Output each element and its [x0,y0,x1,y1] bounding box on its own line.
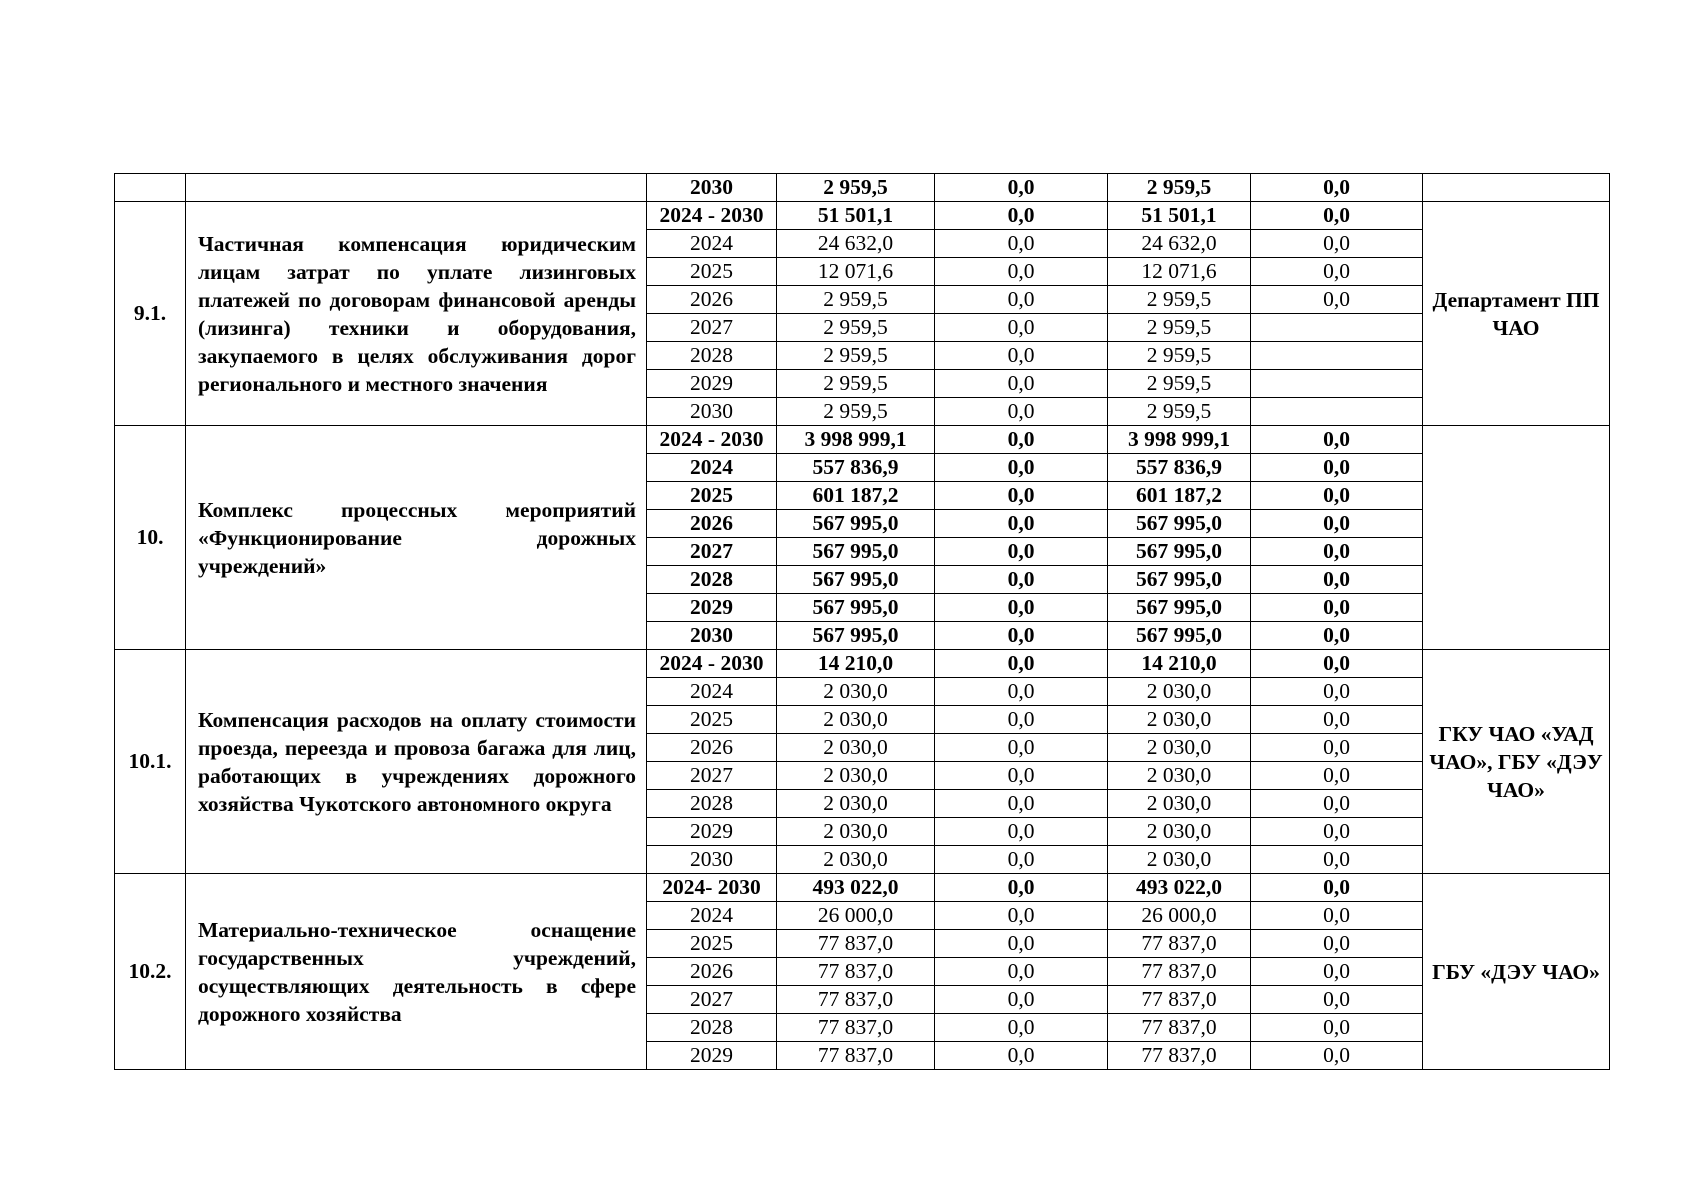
other-sources-cell: 0,0 [1251,790,1423,818]
year-cell: 2025 [647,482,777,510]
responsible-cell: ГКУ ЧАО «УАД ЧАО», ГБУ «ДЭУ ЧАО» [1423,650,1610,874]
regional-budget-cell: 14 210,0 [1108,650,1251,678]
regional-budget-cell: 77 837,0 [1108,1014,1251,1042]
regional-budget-cell: 567 995,0 [1108,510,1251,538]
year-cell: 2028 [647,790,777,818]
responsible-cell: Департамент ПП ЧАО [1423,202,1610,426]
other-sources-cell [1251,398,1423,426]
section-number-cell [115,174,186,202]
total-cell: 77 837,0 [777,1014,935,1042]
federal-budget-cell: 0,0 [935,790,1108,818]
other-sources-cell: 0,0 [1251,202,1423,230]
other-sources-cell [1251,370,1423,398]
regional-budget-cell: 567 995,0 [1108,622,1251,650]
table-row [115,874,1610,902]
regional-budget-cell: 2 030,0 [1108,790,1251,818]
total-cell: 2 959,5 [777,342,935,370]
federal-budget-cell: 0,0 [935,454,1108,482]
regional-budget-cell: 77 837,0 [1108,930,1251,958]
regional-budget-cell: 12 071,6 [1108,258,1251,286]
total-cell: 2 030,0 [777,846,935,874]
year-cell: 2024 [647,902,777,930]
federal-budget-cell: 0,0 [935,706,1108,734]
other-sources-cell [1251,314,1423,342]
year-cell: 2026 [647,734,777,762]
regional-budget-cell: 567 995,0 [1108,566,1251,594]
other-sources-cell: 0,0 [1251,1014,1423,1042]
total-cell: 3 998 999,1 [777,426,935,454]
year-cell: 2028 [647,1014,777,1042]
federal-budget-cell: 0,0 [935,230,1108,258]
regional-budget-cell: 24 632,0 [1108,230,1251,258]
year-cell: 2029 [647,370,777,398]
responsible-cell [1423,426,1610,650]
total-cell: 2 959,5 [777,286,935,314]
total-cell: 2 030,0 [777,734,935,762]
regional-budget-cell: 2 030,0 [1108,706,1251,734]
activity-name-cell [186,174,647,202]
federal-budget-cell: 0,0 [935,930,1108,958]
other-sources-cell: 0,0 [1251,734,1423,762]
section-number-cell: 10.2. [115,874,186,1070]
other-sources-cell: 0,0 [1251,874,1423,902]
other-sources-cell: 0,0 [1251,482,1423,510]
regional-budget-cell: 2 959,5 [1108,370,1251,398]
activity-name-cell: Материально-техническое оснащение государственных учреждений, осуществляющих деятельность в сфере дорожного хозяйства [186,874,647,1070]
total-cell: 2 030,0 [777,706,935,734]
other-sources-cell: 0,0 [1251,426,1423,454]
regional-budget-cell: 557 836,9 [1108,454,1251,482]
year-cell: 2030 [647,174,777,202]
regional-budget-cell: 493 022,0 [1108,874,1251,902]
federal-budget-cell: 0,0 [935,818,1108,846]
federal-budget-cell: 0,0 [935,902,1108,930]
total-cell: 567 995,0 [777,622,935,650]
federal-budget-cell: 0,0 [935,650,1108,678]
table-row [115,202,1610,230]
regional-budget-cell: 2 030,0 [1108,846,1251,874]
year-cell: 2029 [647,1042,777,1070]
year-cell: 2030 [647,846,777,874]
section-number-cell: 10. [115,426,186,650]
total-cell: 493 022,0 [777,874,935,902]
total-cell: 77 837,0 [777,930,935,958]
total-cell: 2 030,0 [777,762,935,790]
federal-budget-cell: 0,0 [935,762,1108,790]
year-cell: 2028 [647,566,777,594]
other-sources-cell: 0,0 [1251,174,1423,202]
regional-budget-cell: 77 837,0 [1108,986,1251,1014]
regional-budget-cell: 567 995,0 [1108,538,1251,566]
year-cell: 2025 [647,258,777,286]
other-sources-cell: 0,0 [1251,650,1423,678]
regional-budget-cell: 567 995,0 [1108,594,1251,622]
federal-budget-cell: 0,0 [935,286,1108,314]
federal-budget-cell: 0,0 [935,986,1108,1014]
total-cell: 77 837,0 [777,1042,935,1070]
federal-budget-cell: 0,0 [935,566,1108,594]
other-sources-cell: 0,0 [1251,454,1423,482]
other-sources-cell: 0,0 [1251,930,1423,958]
other-sources-cell: 0,0 [1251,594,1423,622]
total-cell: 2 030,0 [777,818,935,846]
table-row [115,426,1610,454]
regional-budget-cell: 26 000,0 [1108,902,1251,930]
year-cell: 2026 [647,286,777,314]
total-cell: 51 501,1 [777,202,935,230]
responsible-cell [1423,174,1610,202]
federal-budget-cell: 0,0 [935,398,1108,426]
other-sources-cell: 0,0 [1251,538,1423,566]
other-sources-cell: 0,0 [1251,846,1423,874]
regional-budget-cell: 3 998 999,1 [1108,426,1251,454]
year-cell: 2024- 2030 [647,874,777,902]
total-cell: 77 837,0 [777,986,935,1014]
year-cell: 2024 - 2030 [647,426,777,454]
regional-budget-cell: 77 837,0 [1108,1042,1251,1070]
federal-budget-cell: 0,0 [935,342,1108,370]
other-sources-cell: 0,0 [1251,818,1423,846]
other-sources-cell: 0,0 [1251,1042,1423,1070]
regional-budget-cell: 2 030,0 [1108,734,1251,762]
year-cell: 2025 [647,930,777,958]
regional-budget-cell: 601 187,2 [1108,482,1251,510]
federal-budget-cell: 0,0 [935,734,1108,762]
regional-budget-cell: 2 030,0 [1108,678,1251,706]
activity-name-cell: Компенсация расходов на оплату стоимости проезда, переезда и провоза багажа для лиц, работающих в учреждениях дорожного хозяйства Чукотского автономного округа [186,650,647,874]
regional-budget-cell: 2 959,5 [1108,174,1251,202]
regional-budget-cell: 51 501,1 [1108,202,1251,230]
year-cell: 2027 [647,986,777,1014]
activity-name-cell: Комплекс процессных мероприятий «Функционирование дорожных учреждений» [186,426,647,650]
year-cell: 2024 [647,230,777,258]
year-cell: 2030 [647,398,777,426]
regional-budget-cell: 2 959,5 [1108,342,1251,370]
regional-budget-cell: 2 030,0 [1108,762,1251,790]
total-cell: 26 000,0 [777,902,935,930]
regional-budget-cell: 2 030,0 [1108,818,1251,846]
total-cell: 14 210,0 [777,650,935,678]
federal-budget-cell: 0,0 [935,874,1108,902]
total-cell: 567 995,0 [777,510,935,538]
year-cell: 2030 [647,622,777,650]
federal-budget-cell: 0,0 [935,314,1108,342]
table-body [115,174,1610,1070]
other-sources-cell: 0,0 [1251,706,1423,734]
total-cell: 567 995,0 [777,566,935,594]
federal-budget-cell: 0,0 [935,202,1108,230]
federal-budget-cell: 0,0 [935,1014,1108,1042]
year-cell: 2027 [647,314,777,342]
year-cell: 2027 [647,538,777,566]
other-sources-cell: 0,0 [1251,678,1423,706]
other-sources-cell: 0,0 [1251,622,1423,650]
total-cell: 77 837,0 [777,958,935,986]
federal-budget-cell: 0,0 [935,482,1108,510]
year-cell: 2028 [647,342,777,370]
other-sources-cell: 0,0 [1251,286,1423,314]
federal-budget-cell: 0,0 [935,258,1108,286]
regional-budget-cell: 2 959,5 [1108,398,1251,426]
year-cell: 2024 - 2030 [647,202,777,230]
total-cell: 601 187,2 [777,482,935,510]
total-cell: 2 959,5 [777,370,935,398]
section-number-cell: 9.1. [115,202,186,426]
other-sources-cell: 0,0 [1251,566,1423,594]
section-number-cell: 10.1. [115,650,186,874]
year-cell: 2027 [647,762,777,790]
other-sources-cell: 0,0 [1251,986,1423,1014]
federal-budget-cell: 0,0 [935,174,1108,202]
regional-budget-cell: 2 959,5 [1108,314,1251,342]
federal-budget-cell: 0,0 [935,1042,1108,1070]
total-cell: 12 071,6 [777,258,935,286]
other-sources-cell [1251,342,1423,370]
federal-budget-cell: 0,0 [935,538,1108,566]
year-cell: 2029 [647,818,777,846]
total-cell: 2 030,0 [777,790,935,818]
year-cell: 2024 [647,454,777,482]
total-cell: 567 995,0 [777,594,935,622]
table-row-fragment [115,174,1610,202]
activity-name-cell: Частичная компенсация юридическим лицам затрат по уплате лизинговых платежей по договорам финансовой аренды (лизинга) техники и оборудования, закупаемого в целях обслуживания дорог регионального и местного значения [186,202,647,426]
federal-budget-cell: 0,0 [935,678,1108,706]
other-sources-cell: 0,0 [1251,258,1423,286]
regional-budget-cell: 77 837,0 [1108,958,1251,986]
total-cell: 2 959,5 [777,398,935,426]
table-row [115,650,1610,678]
regional-budget-cell: 2 959,5 [1108,286,1251,314]
year-cell: 2026 [647,510,777,538]
other-sources-cell: 0,0 [1251,762,1423,790]
year-cell: 2025 [647,706,777,734]
federal-budget-cell: 0,0 [935,370,1108,398]
year-cell: 2029 [647,594,777,622]
total-cell: 2 959,5 [777,314,935,342]
other-sources-cell: 0,0 [1251,902,1423,930]
total-cell: 2 030,0 [777,678,935,706]
total-cell: 24 632,0 [777,230,935,258]
year-cell: 2024 [647,678,777,706]
year-cell: 2026 [647,958,777,986]
federal-budget-cell: 0,0 [935,510,1108,538]
federal-budget-cell: 0,0 [935,622,1108,650]
budget-table [114,173,1610,1070]
total-cell: 557 836,9 [777,454,935,482]
federal-budget-cell: 0,0 [935,958,1108,986]
other-sources-cell: 0,0 [1251,510,1423,538]
total-cell: 2 959,5 [777,174,935,202]
federal-budget-cell: 0,0 [935,594,1108,622]
federal-budget-cell: 0,0 [935,426,1108,454]
other-sources-cell: 0,0 [1251,230,1423,258]
year-cell: 2024 - 2030 [647,650,777,678]
responsible-cell: ГБУ «ДЭУ ЧАО» [1423,874,1610,1070]
total-cell: 567 995,0 [777,538,935,566]
other-sources-cell: 0,0 [1251,958,1423,986]
federal-budget-cell: 0,0 [935,846,1108,874]
